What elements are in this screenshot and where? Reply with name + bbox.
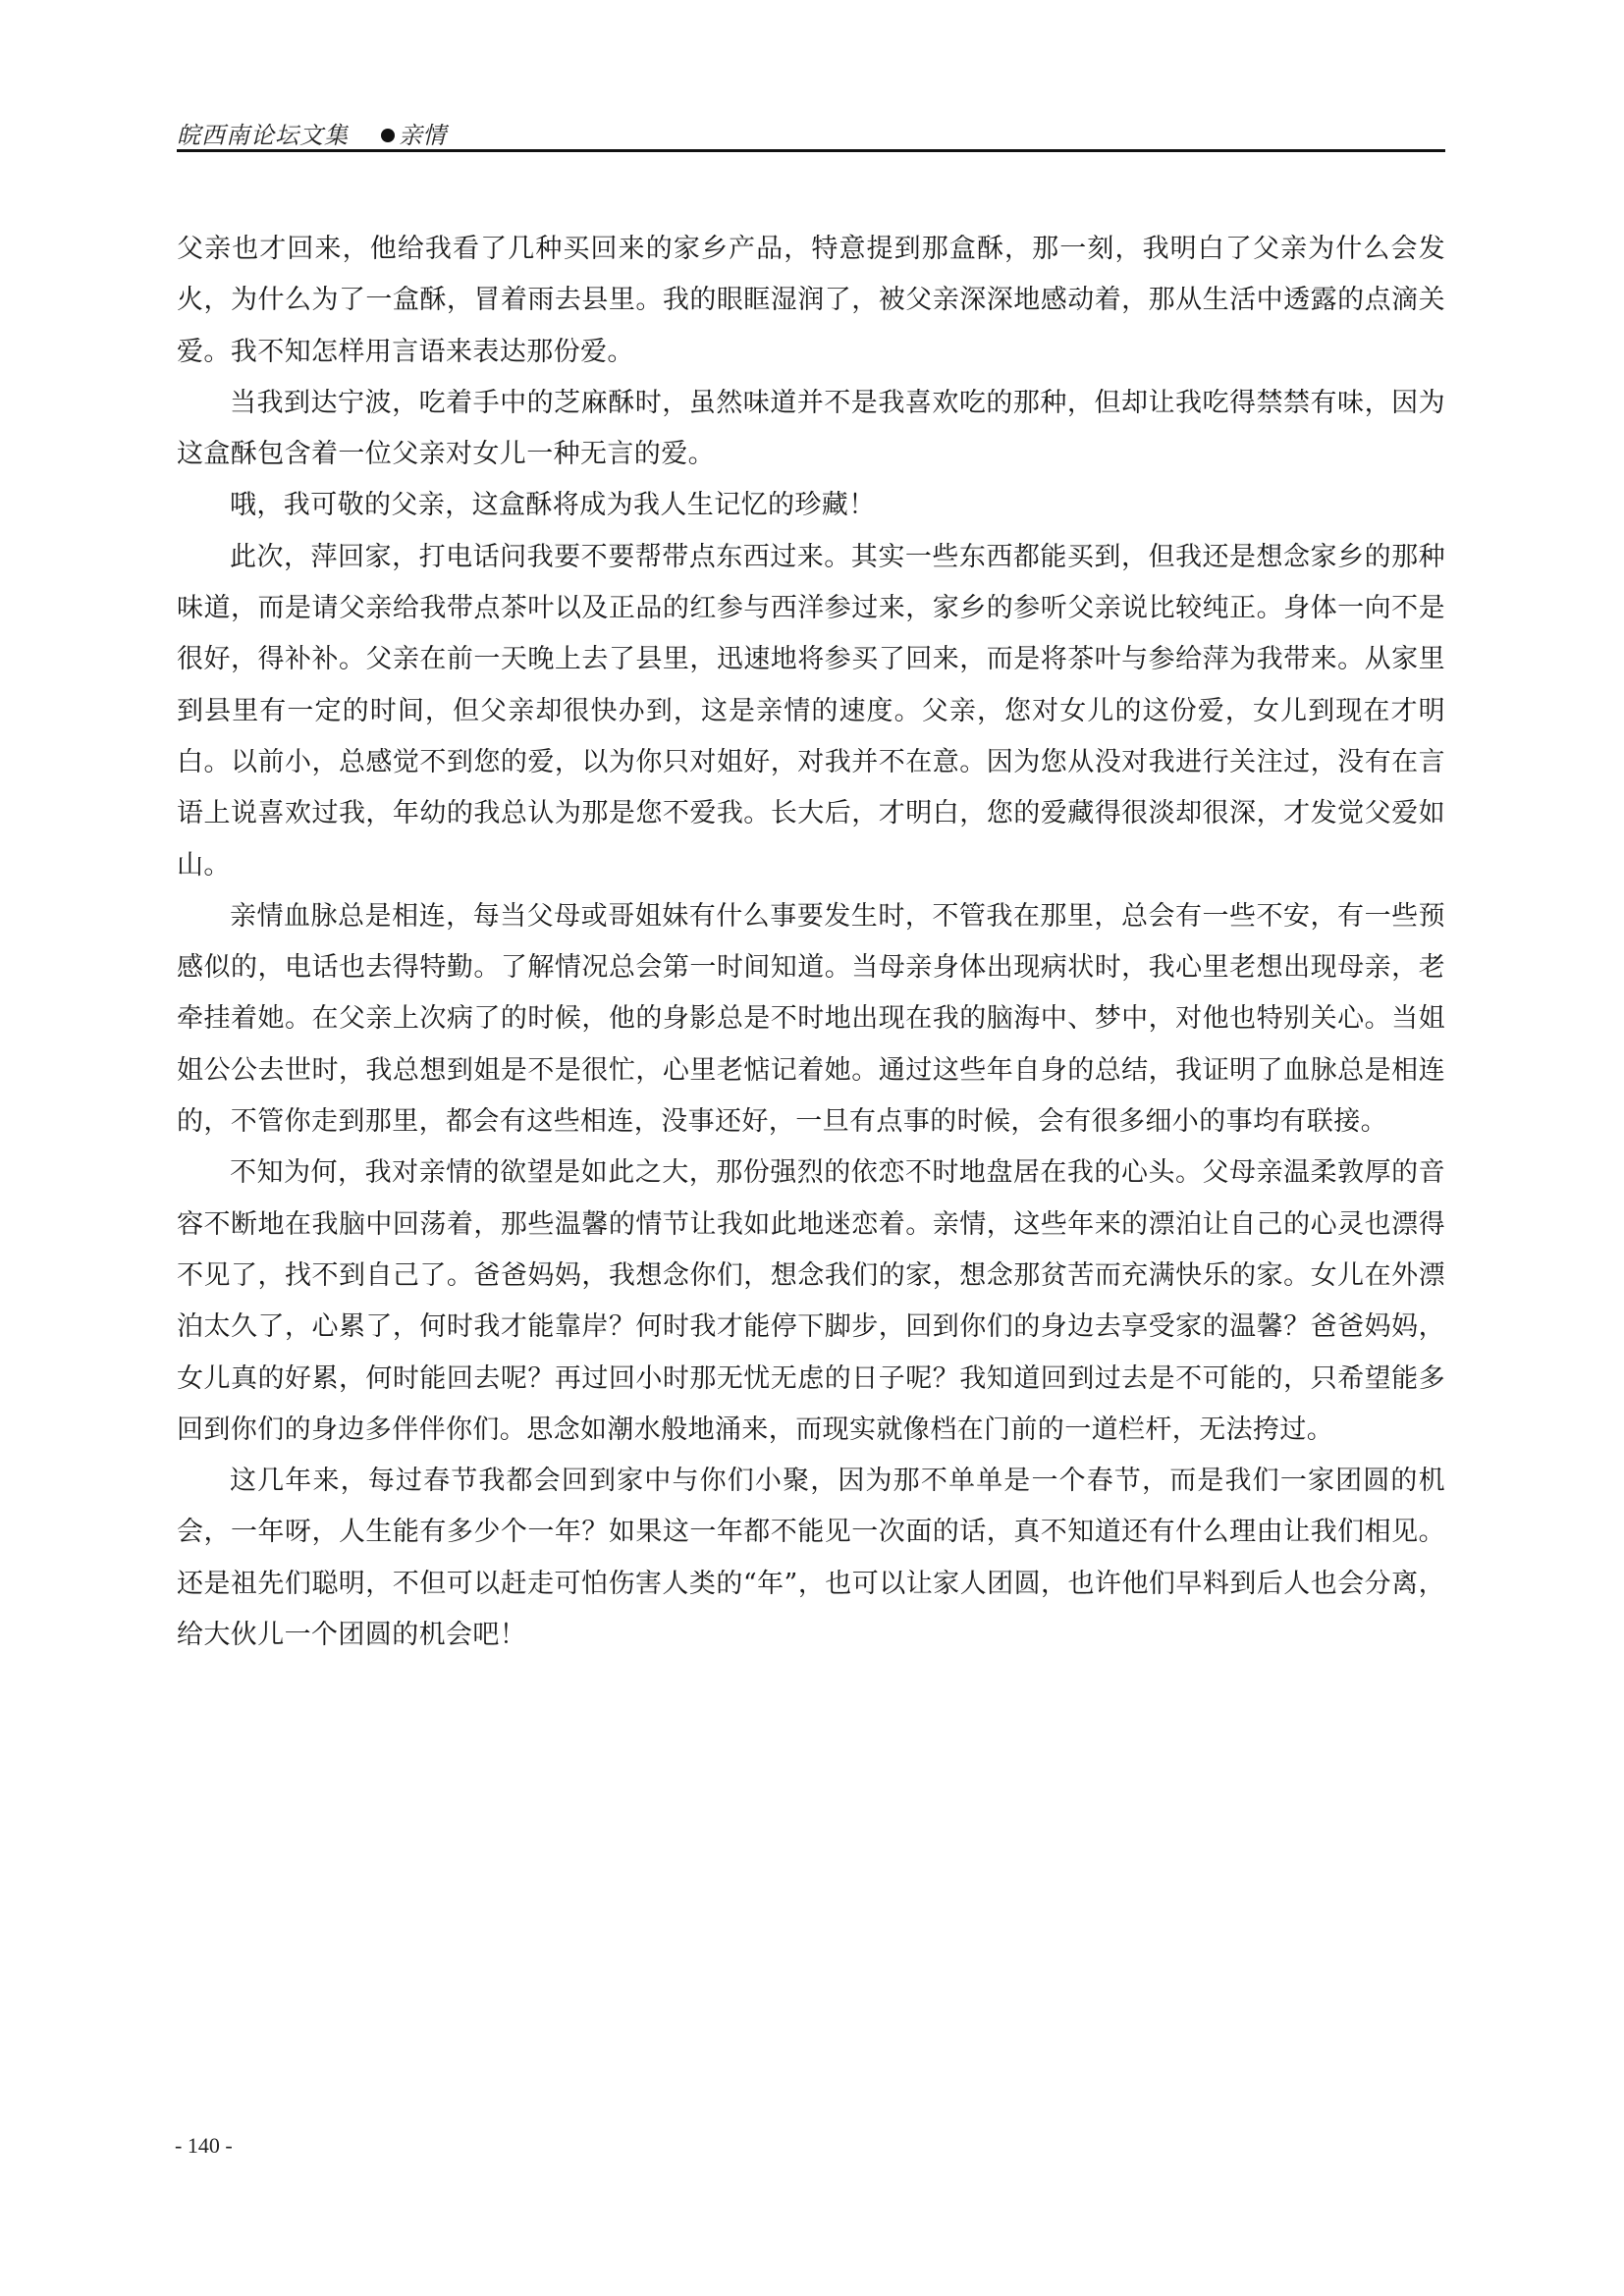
- paragraph: 亲情血脉总是相连，每当父母或哥姐妹有什么事要发生时，不管我在那里，总会有一些不安，有一些预感似的，电话也去得特勤。了解情况总会第一时间知道。当母亲身体出现病状时，我心里老想出现母亲，老牵挂着她。在父亲上次病了的时候，他的身影总是不时地出现在我的脑海中、梦中，对他也特别关心。当姐姐公公去世时，我总想到姐是不是很忙，心里老惦记着她。通过这些年自身的总结，我证明了血脉总是相连的，不管你走到那里，都会有这些相连，没事还好，一旦有点事的时候，会有很多细小的事均有联接。: [177, 900, 1445, 1138]
- paragraph: 哦，我可敬的父亲，这盒酥将成为我人生记忆的珍藏！: [230, 490, 876, 521]
- paragraph: 这几年来，每过春节我都会回到家中与你们小聚，因为那不单单是一个春节，而是我们一家团圆的机会，一年呀，人生能有多少个一年？如果这一年都不能见一次面的话，真不知道还有什么理由让我们相见。还是祖先们聪明，不但可以赶走可怕伤害人类的“年”，也可以让家人团圆，也许他们早料到后人也会分离，给大伙儿一个团圆的机会吧！: [177, 1466, 1445, 1651]
- paragraph: 此次，萍回家，打电话问我要不要帮带点东西过来。其实一些东西都能买到，但我还是想念家乡的那种味道，而是请父亲给我带点茶叶以及正品的红参与西洋参过来，家乡的参听父亲说比较纯正。身体一向不是很好，得补补。父亲在前一天晚上去了县里，迅速地将参买了回来，而是将茶叶与参给萍为我带来。从家里到县里有一定的时间，但父亲却很快办到，这是亲情的速度。父亲，您对女儿的这份爱，女儿到现在才明白。以前小，总感觉不到您的爱，以为你只对姐好，对我并不在意。因为您从没对我进行关注过，没有在言语上说喜欢过我，年幼的我总认为那是您不爱我。长大后，才明白，您的爱藏得很淡却很深，才发觉父爱如山。: [177, 541, 1445, 881]
- bullet-icon: [381, 129, 395, 142]
- paragraph: 不知为何，我对亲情的欲望是如此之大，那份强烈的依恋不时地盘居在我的心头。父母亲温柔敦厚的音容不断地在我脑中回荡着，那些温馨的情节让我如此地迷恋着。亲情，这些年来的漂泊让自己的心灵也漂得不见了，找不到自己了。爸爸妈妈，我想念你们，想念我们的家，想念那贫苦而充满快乐的家。女儿在外漂泊太久了，心累了，何时我才能靠岸？何时我才能停下脚步，回到你们的身边去享受家的温馨？爸爸妈妈，女儿真的好累，何时能回去呢？再过回小时那无忧无虑的日子呢？我知道回到过去是不可能的，只希望能多回到你们的身边多伴伴你们。思念如潮水般地涌来，而现实就像档在门前的一道栏杆，无法挎过。: [177, 1157, 1445, 1445]
- header-divider: [177, 149, 1445, 152]
- page-number: - 140 -: [175, 2133, 233, 2158]
- paragraph: 父亲也才回来，他给我看了几种买回来的家乡产品，特意提到那盒酥，那一刻，我明白了父亲为什么会发火，为什么为了一盒酥，冒着雨去县里。我的眼眶湿润了，被父亲深深地感动着，那从生活中透露的点滴关爱。我不知怎样用言语来表达那份爱。: [177, 234, 1445, 367]
- header-section: [381, 116, 446, 150]
- header-title: 皖西南论坛文集: [177, 122, 349, 149]
- running-header: [177, 110, 1445, 149]
- article-body: [177, 224, 1445, 1661]
- paragraph: 当我到达宁波，吃着手中的芝麻酥时，虽然味道并不是我喜欢吃的那种，但却让我吃得禁禁有味，因为这盒酥包含着一位父亲对女儿一种无言的爱。: [177, 387, 1445, 470]
- header-section-label: 亲情: [399, 122, 446, 149]
